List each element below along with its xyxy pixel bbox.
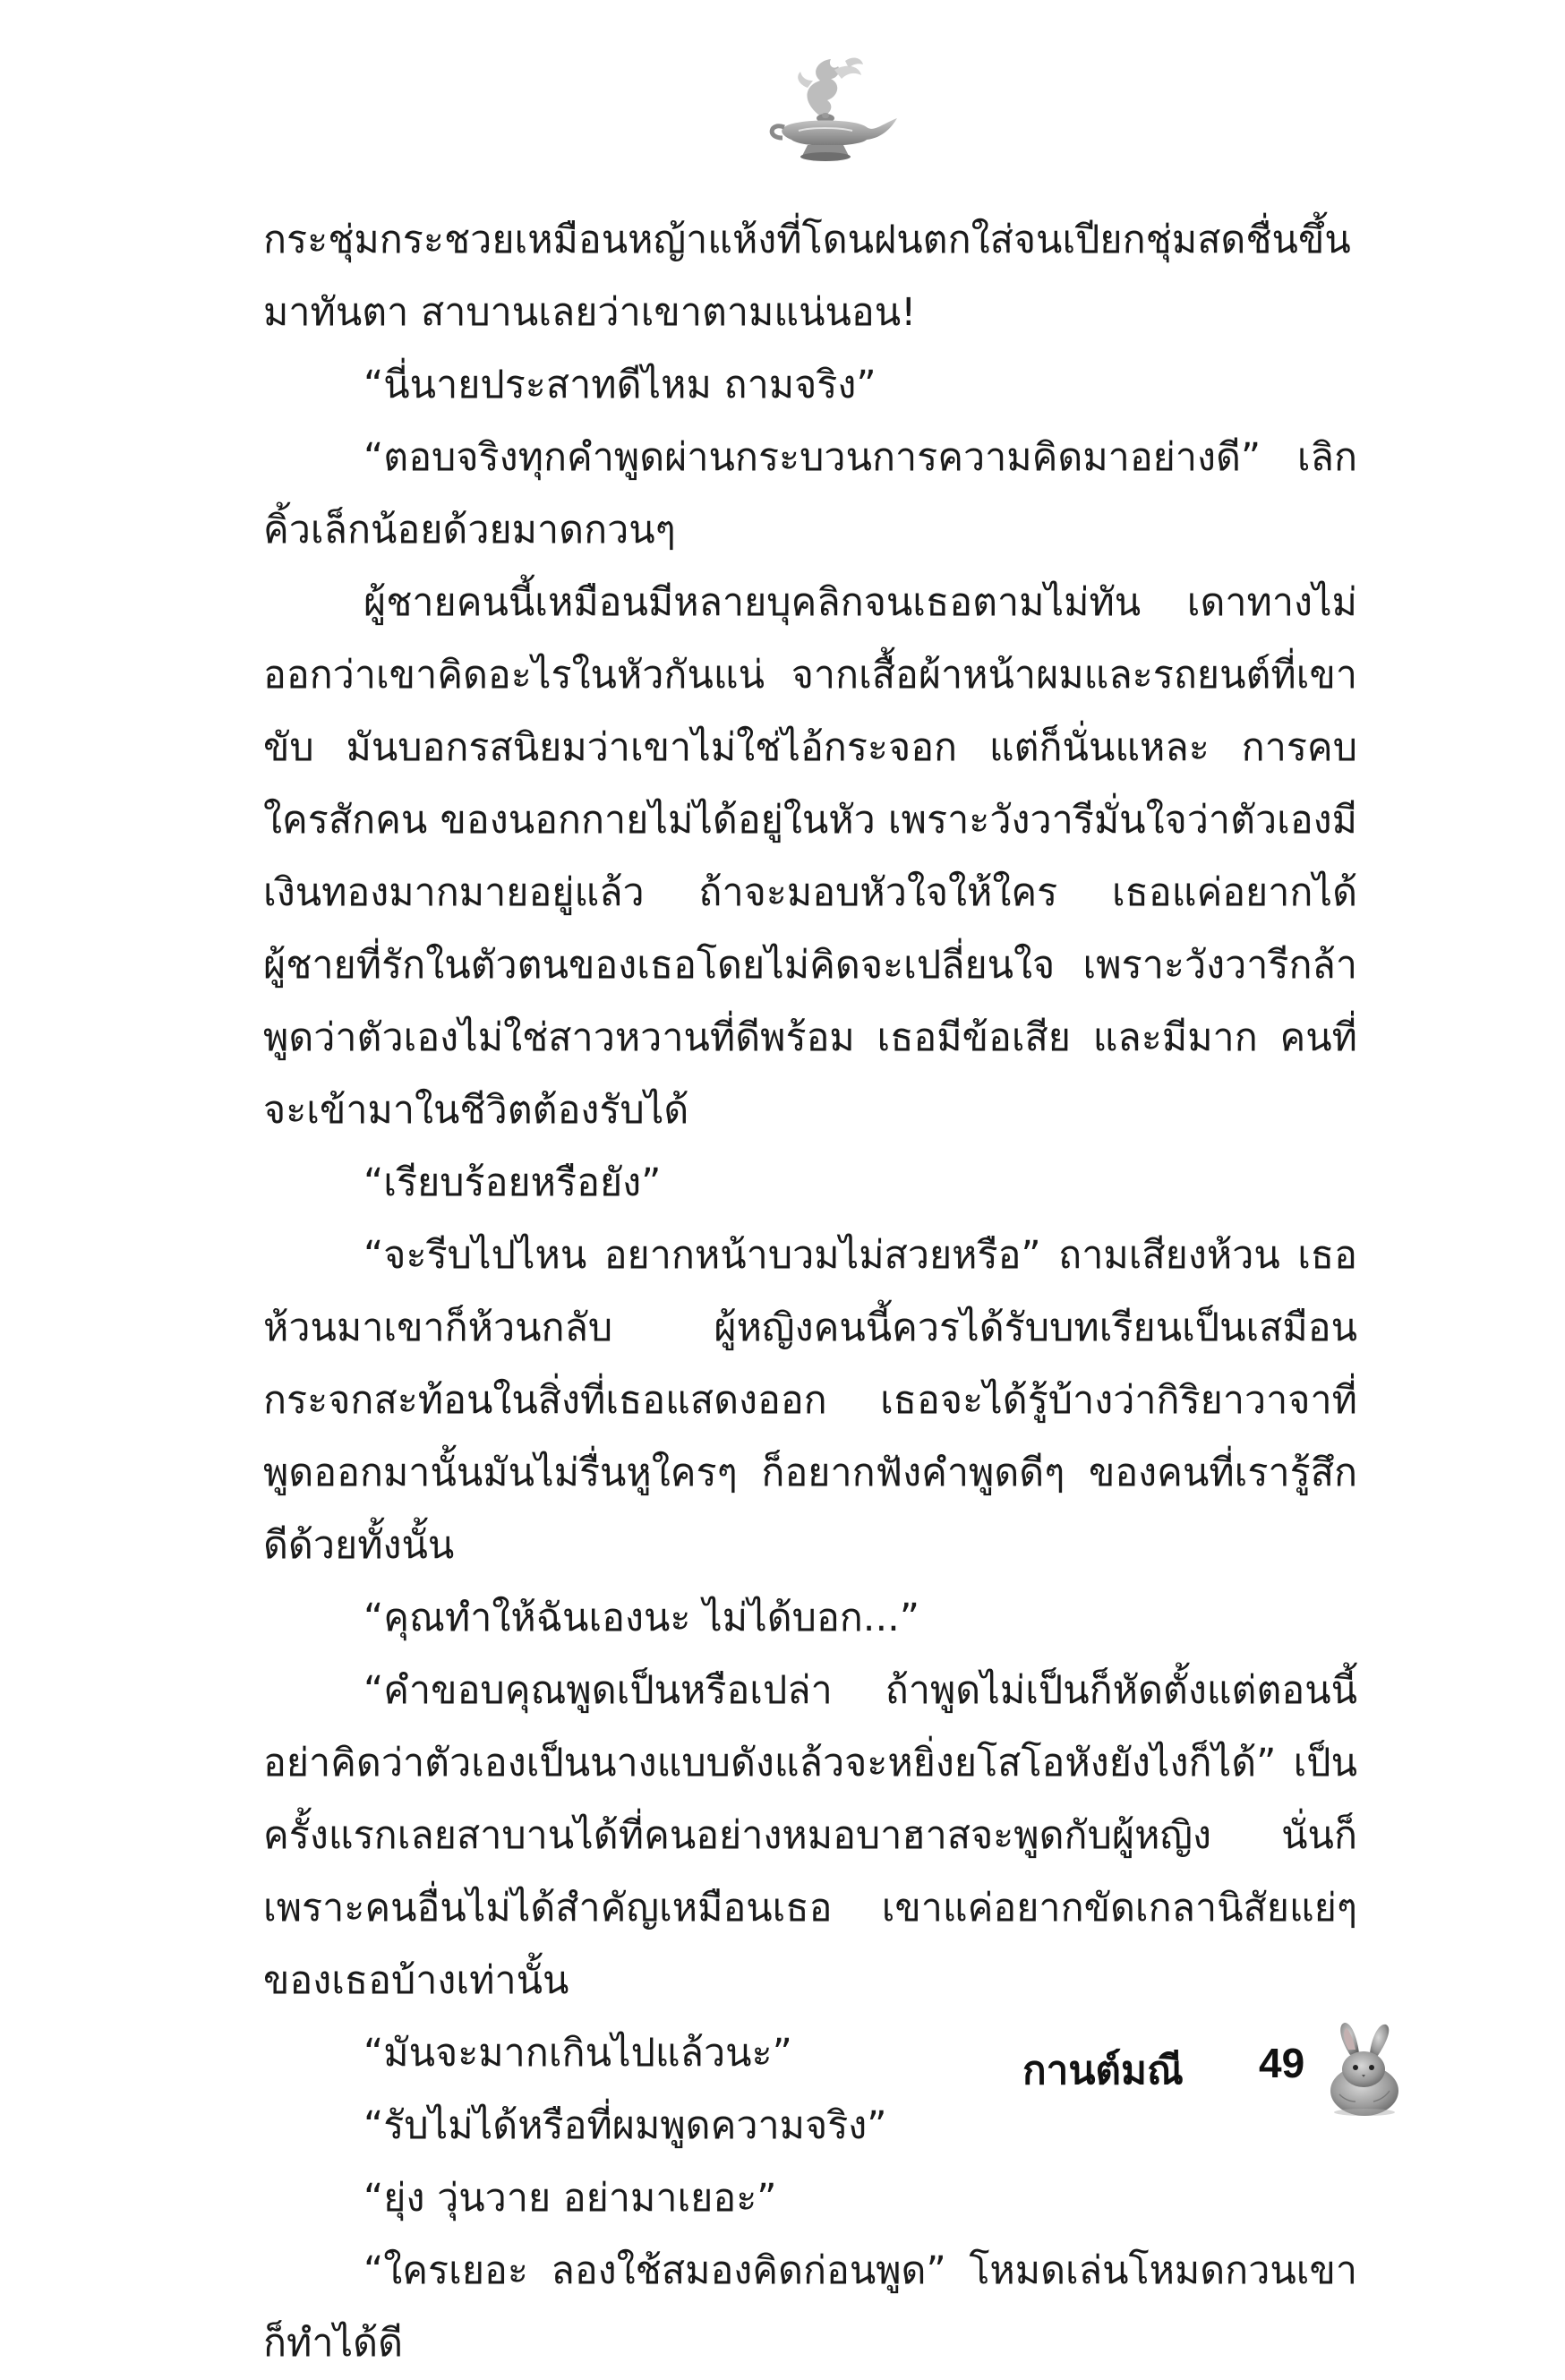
page-number: 49 [1259,2040,1305,2086]
paragraph: “รับไม่ได้หรือที่ผมพูดความจริง” [363,2103,887,2148]
paragraph: “เรียบร้อยหรือยัง” [363,1160,662,1205]
paragraph: ผู้ชายคนนี้เหมือนมีหลายบุคลิกจนเธอตามไม่ทัน เดาทางไม่ออกว่าเขาคิดอะไรในหัวกันแน่ จากเสื้อผ้าหน้าผมและรถยนต์ที่เขาขับ มันบอกรสนิยมว่าเขาไม่ใช่ไอ้กระจอก แต่ก็นั่นแหละ การคบใครสักคน ของนอกกายไม่ได้อยู่ในหัว เพราะวังวารีมั่นใจว่าตัวเองมีเงินทองมากมายอยู่แล้ว ถ้าจะมอบหัวใจให้ใคร เธอแค่อยากได้ผู้ชายที่รักในตัวตนของเธอโดยไม่คิดจะเปลี่ยนใจ เพราะวังวารีกล้าพูดว่าตัวเองไม่ใช่สาวหวานที่ดีพร้อม เธอมีข้อเสีย และมีมาก คนที่จะเข้ามาในชีวิตต้องรับได้ [263,580,1357,1133]
paragraph: “คุณทำให้ฉันเองนะ ไม่ได้บอก...” [363,1596,920,1640]
paragraph: “นี่นายประสาทดีไหม ถามจริง” [363,363,877,407]
page-footer [0,2019,1565,2127]
book-title: กานต์มณี [1022,2048,1184,2093]
paragraph: “ใครเยอะ ลองใช้สมองคิดก่อนพูด” โหมดเล่นโหมดกวนเขาก็ทำได้ดี [263,2248,1357,2366]
paragraph: กระชุ่มกระชวยเหมือนหญ้าแห้งที่โดนฝนตกใส่จนเปียกชุ่มสดชื่นขึ้นมาทันตา สาบานเลยว่าเขาตามแน่นอน! [263,218,1351,335]
genie-lamp-icon [748,52,910,168]
paragraph: “มันจะมากเกินไปแล้วนะ” [363,2031,792,2076]
paragraph: “จะรีบไปไหน อยากหน้าบวมไม่สวยหรือ” ถามเสียงห้วน เธอห้วนมาเขาก็ห้วนกลับ ผู้หญิงคนนี้ควรได้รับบทเรียนเป็นเสมือนกระจกสะท้อนในสิ่งที่เธอแสดงออก เธอจะได้รู้บ้างว่ากิริยาวาจาที่พูดออกมานั้นมันไม่รื่นหูใครๆ ก็อยากฟังคำพูดดีๆ ของคนที่เรารู้สึกดีด้วยทั้งนั้น [263,1233,1357,1568]
paragraph: “ตอบจริงทุกคำพูดผ่านกระบวนการความคิดมาอย่างดี” เลิกคิ้วเล็กน้อยด้วยมาดกวนๆ [263,435,1357,552]
paragraph: “คำขอบคุณพูดเป็นหรือเปล่า ถ้าพูดไม่เป็นก็หัดตั้งแต่ตอนนี้ อย่าคิดว่าตัวเองเป็นนางแบบดังแล้วจะหยิ่งยโสโอหังยังไงก็ได้” เป็นครั้งแรกเลยสาบานได้ที่คนอย่างหมอบาฮาสจะพูดกับผู้หญิง นั่นก็เพราะคนอื่นไม่ได้สำคัญเหมือนเธอ เขาแค่อยากขัดเกลานิสัยแย่ๆ ของเธอบ้างเท่านั้น [263,1668,1357,2003]
paragraph: “ยุ่ง วุ่นวาย อย่ามาเยอะ” [363,2176,777,2221]
rabbit-icon [1323,2019,1404,2118]
